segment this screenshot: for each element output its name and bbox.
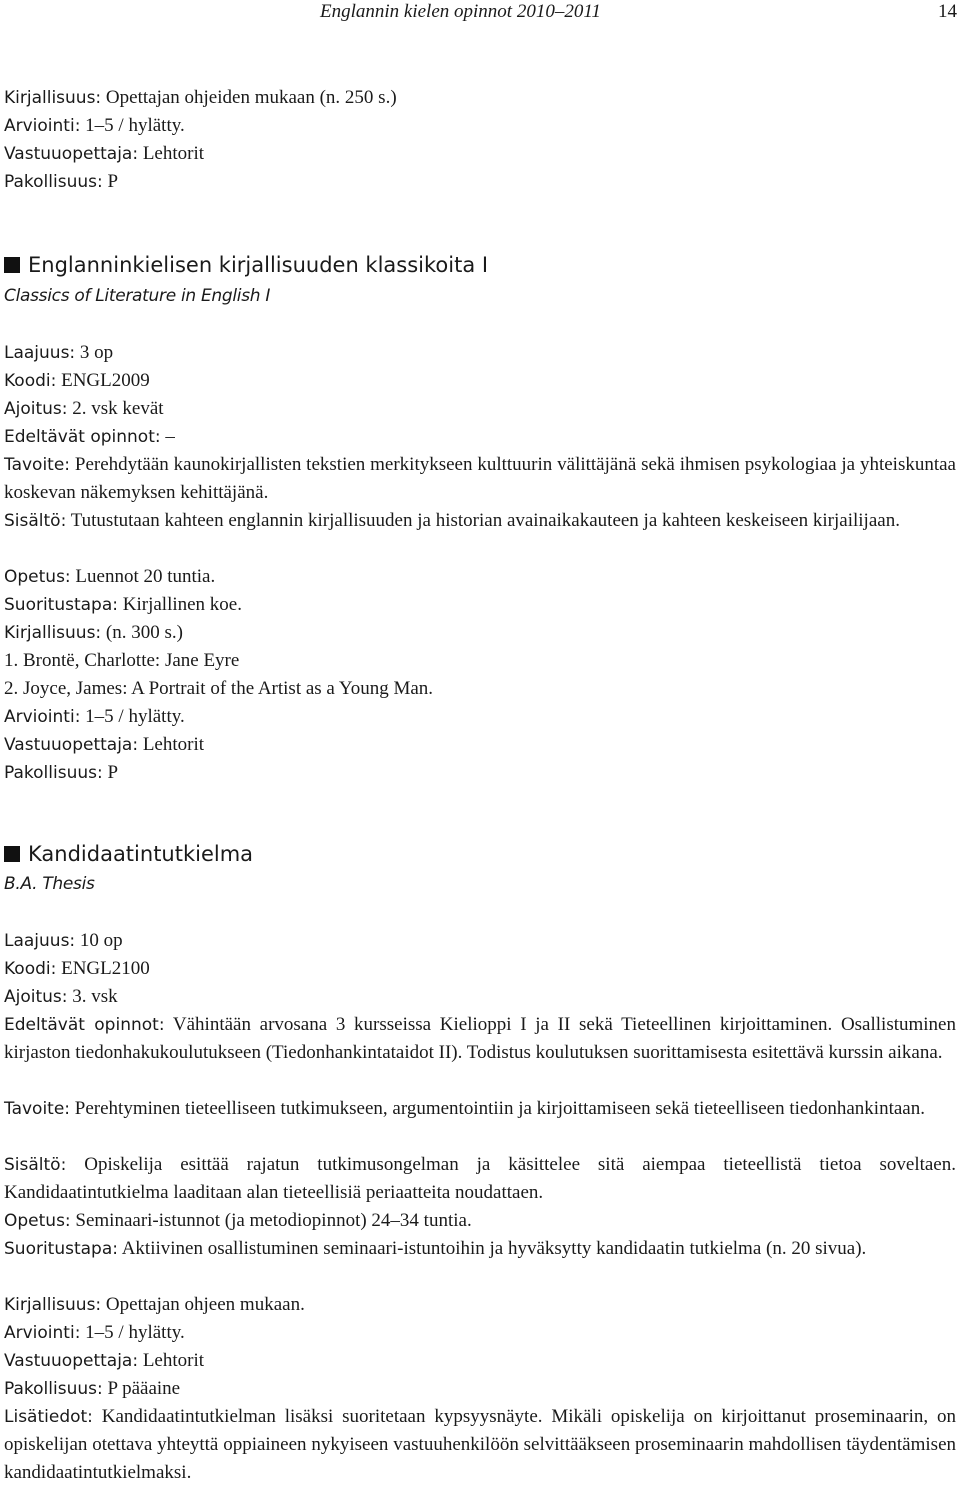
square-bullet-icon	[4, 257, 20, 273]
field-label: Pakollisuus:	[4, 172, 103, 192]
field-label: Sisältö:	[4, 1155, 67, 1175]
field-value: Opettajan ohjeen mukaan.	[101, 1294, 305, 1315]
field-label: Lisätiedot:	[4, 1407, 93, 1427]
running-title: Englannin kielen opinnot 2010–2011	[320, 1, 601, 22]
field-edeltavat-opinnot	[4, 423, 956, 451]
field-pakollisuus	[4, 168, 956, 196]
field-arviointi	[4, 703, 956, 731]
field-value: Opettajan ohjeiden mukaan (n. 250 s.)	[101, 87, 397, 108]
field-label: Koodi:	[4, 959, 57, 979]
field-sisalto	[4, 1151, 956, 1207]
field-pakollisuus	[4, 759, 956, 787]
field-vastuuopettaja	[4, 140, 956, 168]
field-value: Lehtorit	[138, 734, 205, 755]
field-value: Opiskelija esittää rajatun tutkimusongelman ja käsittelee sitä aiempaa tieteellistä tietoa soveltaen. Kandidaatintutkielma laaditaan alan tieteellisiä periaatteita noudattaen.	[4, 1154, 956, 1203]
field-koodi	[4, 955, 956, 983]
field-value: Kandidaatintutkielman lisäksi suoritetaan kypsyysnäyte. Mikäli opiskelija on kirjoittanut proseminaarin, on opiskelijan otettava yhteyttä oppiaineen nykyiseen vastuuhenkilöön selvittääkseen proseminaarin mahdollisen täydentämisen kandidaatintutkielmaksi.	[4, 1406, 956, 1483]
field-value: Tutustutaan kahteen englannin kirjallisuuden ja historian avainaikakauteen ja kahteen keskeiseen kirjailijaan.	[66, 510, 900, 531]
field-value: Seminaari-istunnot (ja metodiopinnot) 24–34 tuntia.	[70, 1210, 472, 1231]
field-value: P	[102, 762, 119, 783]
field-value: ENGL2100	[56, 958, 150, 979]
field-value: 3. vsk	[67, 986, 118, 1007]
field-value: Aktiivinen osallistuminen seminaari-istuntoihin ja hyväksytty kandidaatin tutkielma (n. 20 sivua).	[118, 1238, 867, 1259]
field-label: Kirjallisuus:	[4, 623, 102, 643]
square-bullet-icon	[4, 846, 20, 862]
field-opetus	[4, 563, 956, 591]
field-label: Tavoite:	[4, 455, 71, 475]
field-value: 1–5 / hylätty.	[80, 706, 185, 727]
course-title: Kandidaatintutkielma	[28, 842, 254, 866]
field-label: Kirjallisuus:	[4, 88, 102, 108]
field-label: Arviointi:	[4, 116, 81, 136]
book-list-item: 2. Joyce, James: A Portrait of the Artist as a Young Man.	[4, 678, 434, 699]
field-value: 1–5 / hylätty.	[80, 1322, 185, 1343]
field-label: Arviointi:	[4, 707, 81, 727]
field-label: Ajoitus:	[4, 987, 68, 1007]
running-header	[0, 0, 960, 28]
field-label: Vastuuopettaja:	[4, 1351, 139, 1371]
field-value: Lehtorit	[138, 1350, 205, 1371]
field-value: 2. vsk kevät	[67, 398, 164, 419]
field-value: Vähintään arvosana 3 kursseissa Kielioppi I ja II sekä Tieteellinen kirjoittaminen. Osallistuminen kirjaston tiedonhakukoulutukseen (Tiedonhankintataidot II). Todistus koulutuksen suorittamisesta esitettävä kurssin aikana.	[4, 1014, 956, 1063]
field-value: Perehtyminen tieteelliseen tutkimukseen, argumentointiin ja kirjoittamiseen sekä tieteelliseen tiedonhankintaan.	[70, 1098, 925, 1119]
field-value: 1–5 / hylätty.	[80, 115, 185, 136]
field-label: Vastuuopettaja:	[4, 735, 139, 755]
field-arviointi	[4, 112, 956, 140]
field-value: P pääaine	[102, 1378, 181, 1399]
field-tavoite	[4, 1095, 956, 1123]
field-value: Lehtorit	[138, 143, 205, 164]
field-tavoite	[4, 451, 956, 507]
field-vastuuopettaja	[4, 1347, 956, 1375]
field-label: Tavoite:	[4, 1099, 71, 1119]
field-label: Suoritustapa:	[4, 595, 118, 615]
field-laajuus	[4, 927, 956, 955]
field-kirjallisuus	[4, 1291, 956, 1319]
field-opetus	[4, 1207, 956, 1235]
field-lisatiedot	[4, 1403, 956, 1487]
field-value: P	[102, 171, 119, 192]
field-value: Perehdytään kaunokirjallisten tekstien merkitykseen kulttuurin välittäjänä sekä ihmisen psykologiaa ja yhteiskuntaa koskevan näkemyksen kehittäjänä.	[4, 454, 956, 503]
field-label: Koodi:	[4, 371, 57, 391]
field-arviointi	[4, 1319, 956, 1347]
field-suoritustapa	[4, 591, 956, 619]
field-suoritustapa	[4, 1235, 956, 1263]
field-label: Pakollisuus:	[4, 763, 103, 783]
field-kirjallisuus	[4, 619, 956, 647]
course-heading	[4, 250, 488, 280]
field-label: Edeltävät opinnot:	[4, 427, 161, 447]
field-value: Kirjallinen koe.	[118, 594, 242, 615]
field-value: 10 op	[75, 930, 123, 951]
field-label: Suoritustapa:	[4, 1239, 118, 1259]
field-label: Vastuuopettaja:	[4, 144, 139, 164]
field-label: Laajuus:	[4, 343, 76, 363]
field-laajuus	[4, 339, 956, 367]
field-label: Pakollisuus:	[4, 1379, 103, 1399]
field-pakollisuus	[4, 1375, 956, 1403]
field-ajoitus	[4, 395, 956, 423]
field-vastuuopettaja	[4, 731, 956, 759]
field-label: Laajuus:	[4, 931, 76, 951]
field-value: –	[160, 426, 175, 447]
course-subtitle: Classics of Literature in English I	[4, 286, 271, 306]
field-value: 3 op	[75, 342, 114, 363]
field-kirjallisuus	[4, 84, 956, 112]
field-label: Opetus:	[4, 1211, 71, 1231]
field-label: Opetus:	[4, 567, 71, 587]
field-label: Sisältö:	[4, 511, 67, 531]
course-subtitle: B.A. Thesis	[4, 874, 95, 894]
field-value: Luennot 20 tuntia.	[70, 566, 216, 587]
page-number: 14	[938, 1, 957, 22]
field-label: Arviointi:	[4, 1323, 81, 1343]
book-list-item: 1. Brontë, Charlotte: Jane Eyre	[4, 650, 240, 671]
field-label: Edeltävät opinnot:	[4, 1015, 165, 1035]
field-label: Kirjallisuus:	[4, 1295, 102, 1315]
course-title: Englanninkielisen kirjallisuuden klassikoita I	[28, 253, 489, 277]
field-sisalto	[4, 507, 956, 535]
field-koodi	[4, 367, 956, 395]
field-value: ENGL2009	[56, 370, 150, 391]
course-heading	[4, 839, 253, 869]
field-ajoitus	[4, 983, 956, 1011]
field-label: Ajoitus:	[4, 399, 68, 419]
field-edeltavat-opinnot	[4, 1011, 956, 1067]
field-value: (n. 300 s.)	[101, 622, 183, 643]
